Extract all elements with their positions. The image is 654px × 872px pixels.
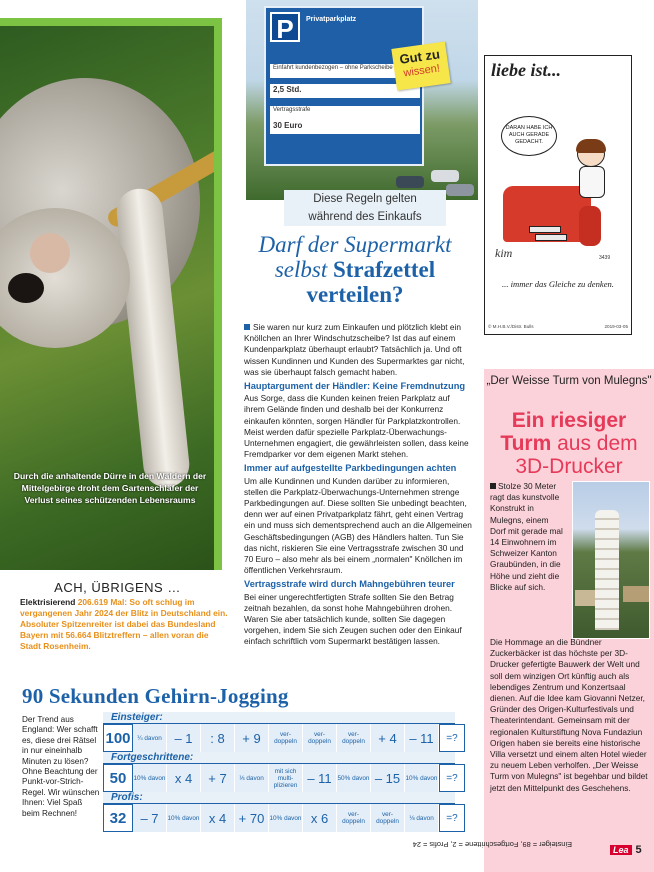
- puzzle-operation: 10% davon: [269, 804, 303, 832]
- puzzle-operation: – 1: [167, 724, 201, 752]
- brain-jogging-title: 90 Sekunden Gehirn-Jogging: [22, 684, 289, 708]
- headline-part-b: Strafzettel: [332, 257, 436, 282]
- dormouse-photo: [0, 18, 222, 570]
- puzzle-level-label: Profis:: [103, 792, 455, 804]
- car-shape: [431, 170, 459, 182]
- page-footer: [610, 844, 642, 856]
- puzzle-beginner: [103, 712, 458, 752]
- mouse-eye-shape: [8, 273, 44, 303]
- cartoon-caption: ... immer das Gleiche zu denken.: [502, 279, 614, 289]
- puzzle-row: [103, 724, 458, 752]
- ach-text: [20, 597, 230, 652]
- puzzle-operation: ver-doppeln: [371, 804, 405, 832]
- cartoon-date: 2019-03-05: [604, 324, 628, 329]
- liebe-ist-cartoon: [484, 55, 632, 335]
- parking-sign-photo: [246, 0, 478, 200]
- ach-highlight: 206.619 Mal: So oft schlug im vergangenen Jahr 2024 der Blitz in Deutschland ein. Absoluter Spitzenreiter ist dabei das Bundesland Bayern mit 56.664 Blitztreffern – allen voran die Stadt Rosenheim.: [20, 597, 228, 651]
- puzzle-operation: 50% davon: [337, 764, 371, 792]
- puzzle-advanced: [103, 752, 458, 792]
- tower-headline: [484, 409, 654, 478]
- puzzle-operation: ver-doppeln: [269, 724, 303, 752]
- puzzle-operation: : 8: [201, 724, 235, 752]
- tower-box: [484, 369, 654, 872]
- article-intro-text: Sie waren nur kurz zum Einkaufen und plötzlich klebt ein Knöllchen an Ihrer Windschutzscheibe? Ist das auf einem Kundenparkplatz überhaupt erlaubt? Tatsächlich ja. Und oft wissen Kundinnen und Kunden des Supermarktes gar nicht, was sie überhaupt falsch gemacht haben.: [244, 322, 465, 377]
- boy-leg: [535, 234, 567, 241]
- rules-label-line-1: Diese Regeln gelten: [284, 190, 446, 208]
- tower-text-top: [490, 481, 566, 593]
- tower-quote: „Der Weisse Turm von Mulegns": [486, 375, 652, 387]
- article-paragraph-2: Um alle Kundinnen und Kunden darüber zu informieren, stellen die Parkplatz-Überwachungs-Unternehmen strenge Parkbedingungen auf. Diese sollten Sie unbedingt beachten, denn wer auf einen Privatparkplatz fährt, geht einen Vertrag ein und muss sich dementsprechend auch an die Allgemeinen Geschäftsbedingungen (AGB) des Händlers halten. Tun Sie das nicht, riskieren Sie eine Vertragsstrafe zwischen 30 und 70 Euro – also mehr als bei einem „normalen" Knöllchen im öffentlichen Verkehrsraum.: [244, 475, 472, 576]
- cartoon-title: liebe ist...: [491, 60, 561, 80]
- puzzle-start-value: 32: [103, 804, 133, 832]
- puzzle-operation: x 4: [167, 764, 201, 792]
- article-paragraph-3: Bei einer ungerechtfertigten Strafe sollten Sie den Betrag zeitnah bezahlen, da sonst hohe Mahngebühren drohen. Waren Sie aber tatsächlich kunde, sollten Sie dagegen vorgehen, indem Sie sich Zeugen suchen oder den Einkauf einfach schriftlich vom Supermarkt bestätigen lassen.: [244, 591, 462, 647]
- photo-caption: Durch die anhaltende Dürre in den Wäldern der Mittelgebirge droht dem Gartenschläfer der Verlust seines schützenden Lebensraums: [13, 471, 207, 505]
- sign-title: Privatparkplatz: [306, 16, 357, 23]
- puzzle-answer-box[interactable]: =?: [439, 724, 465, 752]
- puzzle-row: [103, 764, 458, 792]
- house-shape: [623, 586, 649, 602]
- puzzle-operation: x 4: [201, 804, 235, 832]
- girl-figure: [577, 141, 611, 201]
- sign-row-4: 30 Euro: [270, 120, 420, 134]
- puzzle-operation: + 7: [201, 764, 235, 792]
- boy-figure: [529, 216, 573, 246]
- girl-body: [579, 166, 605, 198]
- article-subhead-1: Hauptargument der Händler: Keine Fremdnutzung: [244, 381, 466, 392]
- tower-headline-bold-1: Ein riesiger: [511, 409, 627, 432]
- puzzle-operation: ⅓ davon: [235, 764, 269, 792]
- brand-logo: Lea: [610, 845, 632, 855]
- cartoon-copyright: © M.H.B.V./Distr. Bulls: [488, 324, 534, 329]
- page-number: 5: [635, 844, 642, 856]
- article-subhead-2: Immer auf aufgestellte Parkbedingungen achten: [244, 463, 457, 474]
- puzzle-operation: mit sich multi-plizieren: [269, 764, 303, 792]
- puzzle-operation: + 70: [235, 804, 269, 832]
- car-shape: [396, 176, 424, 188]
- puzzle-answer-box[interactable]: =?: [439, 764, 465, 792]
- tower-headline-line-3: 3D-Drucker: [515, 455, 623, 478]
- puzzle-answer-box[interactable]: =?: [439, 804, 465, 832]
- bullet-square-icon: [244, 324, 250, 330]
- ach-lead: Elektrisierend: [20, 597, 76, 607]
- sign-row-3: Vertragsstrafe: [270, 106, 420, 120]
- cartoon-number: 3439: [599, 255, 611, 261]
- article-body: [244, 322, 472, 650]
- headline-line-3: verteilen?: [306, 282, 404, 307]
- puzzle-level-label: Fortgeschrittene:: [103, 752, 455, 764]
- puzzle-operation: ver-doppeln: [337, 804, 371, 832]
- article-subhead-3: Vertragsstrafe wird durch Mahngebühren teurer: [244, 579, 455, 590]
- tower-headline-plain: aus dem: [551, 432, 638, 455]
- tower-text-bottom: Die Hommage an die Bündner Zuckerbäcker ist das höchste per 3D-Drucker gefertigte Bauwerk der Welt und soll dem winzigen Ort künftig auch als lebendiges Zentrum und Konzertsaal dienen. Auf die Idee kam Giovanni Netzer, Gründer des Origen-Kulturfestivals und Theaterintendant. Gemeinsam mit der regionalen Kulturstiftung Nova Fundaziun Origen haben sie bereits eine historische Villa versetzt und einem alten Hotel wieder zu neuem Leben verholfen. „Der Weisse Turm von Mulegns" ist begehbar und bildet jetzt den Mittelpunkt des Geschehens.: [490, 637, 648, 793]
- girl-hair: [576, 139, 606, 153]
- puzzle-pro: [103, 792, 458, 832]
- ach-title: ACH, ÜBRIGENS …: [54, 580, 181, 595]
- car-shape: [446, 184, 474, 196]
- badge-line-2: wissen!: [402, 62, 441, 80]
- puzzle-operation: x 6: [303, 804, 337, 832]
- headline-line-1: Darf der Supermarkt: [258, 232, 452, 257]
- sofa-arm-shape: [579, 206, 601, 246]
- article-paragraph-1: Aus Sorge, dass die Kunden keinen freien Parkplatz auf ihrem Gelände finden und deshalb bei der Konkurrenz einkaufen könnten, sorgen Händler für Parkplatzkontrollen. Meist werden dafür spezielle Parkplatz-Überwachungs-Unternehmen engagiert, die gewährleisten sollen, dass keine Fremdparker vor dem eigenen Markt stehen.: [244, 393, 469, 460]
- badge-line-1: Gut zu: [398, 46, 441, 67]
- brain-jogging-intro: Der Trend aus England: Wer schafft es, diese drei Rätsel in nur eineinhalb Minuten zu lösen? Ohne Beachtung der Punkt-vor-Strich-Regel. Wir wünschen Ihnen: Viel Spaß beim Rechnen!: [22, 715, 100, 818]
- tower-headline-line-2: [484, 432, 654, 455]
- parking-p-icon: P: [270, 12, 300, 42]
- mouse-ear-shape: [30, 233, 70, 273]
- rules-label-line-2: während des Einkaufs: [284, 208, 446, 226]
- article-intro: [244, 322, 472, 378]
- puzzle-start-value: 100: [103, 724, 133, 752]
- tower-photo: [572, 481, 650, 639]
- tower-headline-line-1: [484, 409, 654, 432]
- puzzle-operation: 10% davon: [167, 804, 201, 832]
- sign-row-1: Einfahrt kundenbezogen – ohne Parkscheibe: [270, 64, 420, 78]
- headline-part-a: selbst: [274, 257, 333, 282]
- puzzle-start-value: 50: [103, 764, 133, 792]
- puzzle-operation: – 11: [303, 764, 337, 792]
- puzzle-operation: – 15: [371, 764, 405, 792]
- puzzle-operation: 10% davon: [405, 764, 439, 792]
- puzzle-solution: Einsteiger = 89, Fortgeschrittene = 2, Profis = 24: [412, 840, 572, 849]
- photo-frame-right: [214, 18, 222, 570]
- puzzle-operation: ver-doppeln: [303, 724, 337, 752]
- tower-text-top-content: Stolze 30 Meter ragt das kunstvolle Konstrukt in Mulegns, einem Dorf mit gerade mal 14 Einwohnern im Schweizer Kanton Graubünden, in die Höhe und zieht die Blicke auf sich.: [490, 481, 563, 592]
- cartoon-signature: kim: [495, 246, 513, 260]
- speech-bubble: DARAN HABE ICH AUCH GERADE GEDACHT.: [501, 116, 557, 156]
- sign-row-2: 2,5 Std.: [270, 84, 420, 98]
- bullet-square-icon: [490, 483, 496, 489]
- puzzle-operation: 10% davon: [133, 764, 167, 792]
- puzzle-operation: ⅛ davon: [405, 804, 439, 832]
- headline-line-2: [240, 257, 470, 282]
- gut-zu-wissen-badge: [391, 41, 450, 90]
- puzzle-operation: + 9: [235, 724, 269, 752]
- article-headline: [240, 232, 470, 307]
- puzzle-operation: – 7: [133, 804, 167, 832]
- puzzle-row: [103, 804, 458, 832]
- tower-headline-bold-2: Turm: [500, 432, 552, 455]
- puzzle-level-label: Einsteiger:: [103, 712, 455, 724]
- tower-shape: [595, 510, 619, 630]
- puzzle-operation: ¼ davon: [133, 724, 167, 752]
- puzzle-operation: – 11: [405, 724, 439, 752]
- photo-frame-top: [0, 18, 222, 26]
- boy-leg: [529, 226, 561, 233]
- puzzle-operation: + 4: [371, 724, 405, 752]
- puzzle-operation: ver-doppeln: [337, 724, 371, 752]
